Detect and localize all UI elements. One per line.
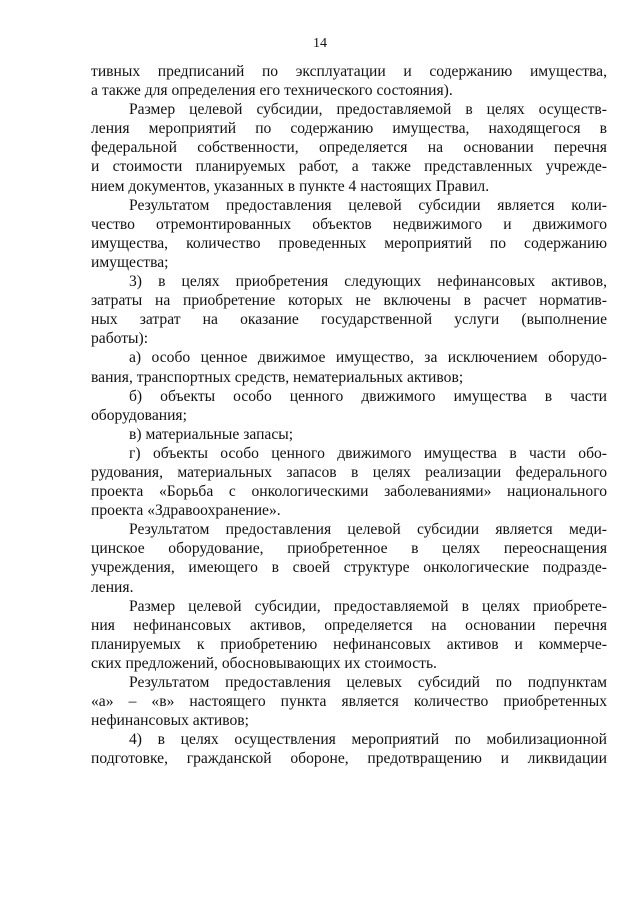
text-line: планируемых к приобретению нефинансовых активов и коммерче- (91, 635, 607, 653)
text-line: ных затрат на оказание государственной услуги (выполнение (91, 311, 607, 329)
text-line: и стоимости планируемых работ, а также представленных учрежде- (91, 158, 607, 176)
text-line: проекта «Здравоохранение». (91, 502, 281, 520)
text-line: 4) в целях осуществления мероприятий по мобилизационной (129, 731, 607, 749)
text-line: нием документов, указанных в пункте 4 настоящих Правил. (91, 177, 490, 195)
text-line: Результатом предоставления целевых субсидий по подпунктам (129, 674, 607, 691)
paragraph-9 (91, 520, 607, 596)
text-line: рудования, материальных запасов в целях реализации федерального (91, 463, 607, 481)
paragraph-7 (91, 425, 607, 444)
text-line: ских предложений, обосновывающих их стоимость. (91, 654, 437, 672)
text-line: работы): (91, 330, 149, 348)
text-line: цинское оборудование, приобретенное в целях переоснащения (91, 540, 607, 558)
text-line: чество отремонтированных объектов недвижимого и движимого (91, 215, 607, 233)
paragraph-1 (91, 62, 607, 100)
paragraph-10 (91, 597, 607, 673)
text-line: федеральной собственности, определяется на основании перечня (91, 139, 607, 157)
paragraph-3 (91, 196, 607, 272)
text-line: а) особо ценное движимое имущество, за исключением оборудо- (129, 349, 607, 367)
page-number: 14 (313, 36, 327, 51)
paragraph-2 (91, 100, 607, 195)
paragraph-8 (91, 444, 607, 520)
text-line: оборудования; (91, 406, 187, 424)
paragraph-12 (91, 730, 607, 768)
text-line: «а» – «в» настоящего пункта является количество приобретенных (91, 693, 607, 711)
paragraph-4 (91, 272, 607, 348)
text-line: имущества, количество проведенных мероприятий по содержанию (91, 234, 607, 252)
text-line: имущества; (91, 253, 169, 271)
text-line: г) объекты особо ценного движимого имущества в части обо- (129, 444, 607, 462)
paragraph-11 (91, 673, 607, 730)
text-line: Размер целевой субсидии, предоставляемой в целях приобрете- (129, 597, 607, 615)
text-line: тивных предписаний по эксплуатации и содержанию имущества, (91, 63, 607, 80)
text-line: Размер целевой субсидии, предоставляемой в целях осуществ- (129, 101, 607, 119)
text-line: ления мероприятий по содержанию имущества, находящегося в (91, 120, 607, 138)
text-line: Результатом предоставления целевой субсидии является коли- (129, 196, 607, 214)
text-line: а также для определения его технического состояния). (91, 82, 453, 100)
paragraph-6 (91, 387, 607, 425)
text-line: ния нефинансовых активов, определяется на основании перечня (91, 616, 607, 634)
text-line: Результатом предоставления целевой субсидии является меди- (129, 521, 607, 539)
text-line: нефинансовых активов; (91, 712, 249, 730)
text-line: подготовке, гражданской обороне, предотвращению и ликвидации (91, 750, 607, 768)
paragraph-5 (91, 348, 607, 386)
text-line: ления. (91, 578, 134, 596)
text-line: в) материальные запасы; (129, 425, 294, 443)
text-line: б) объекты особо ценного движимого имущества в части (129, 387, 607, 405)
document-body (91, 62, 607, 768)
text-line: затраты на приобретение которых не включены в расчет норматив- (91, 292, 607, 310)
text-line: 3) в целях приобретения следующих нефинансовых активов, (129, 273, 607, 291)
text-line: вания, транспортных средств, нематериальных активов; (91, 368, 464, 386)
text-line: учреждения, имеющего в своей структуре онкологические подразде- (91, 559, 607, 577)
text-line: проекта «Борьба с онкологическими заболеваниями» национального (91, 483, 607, 501)
